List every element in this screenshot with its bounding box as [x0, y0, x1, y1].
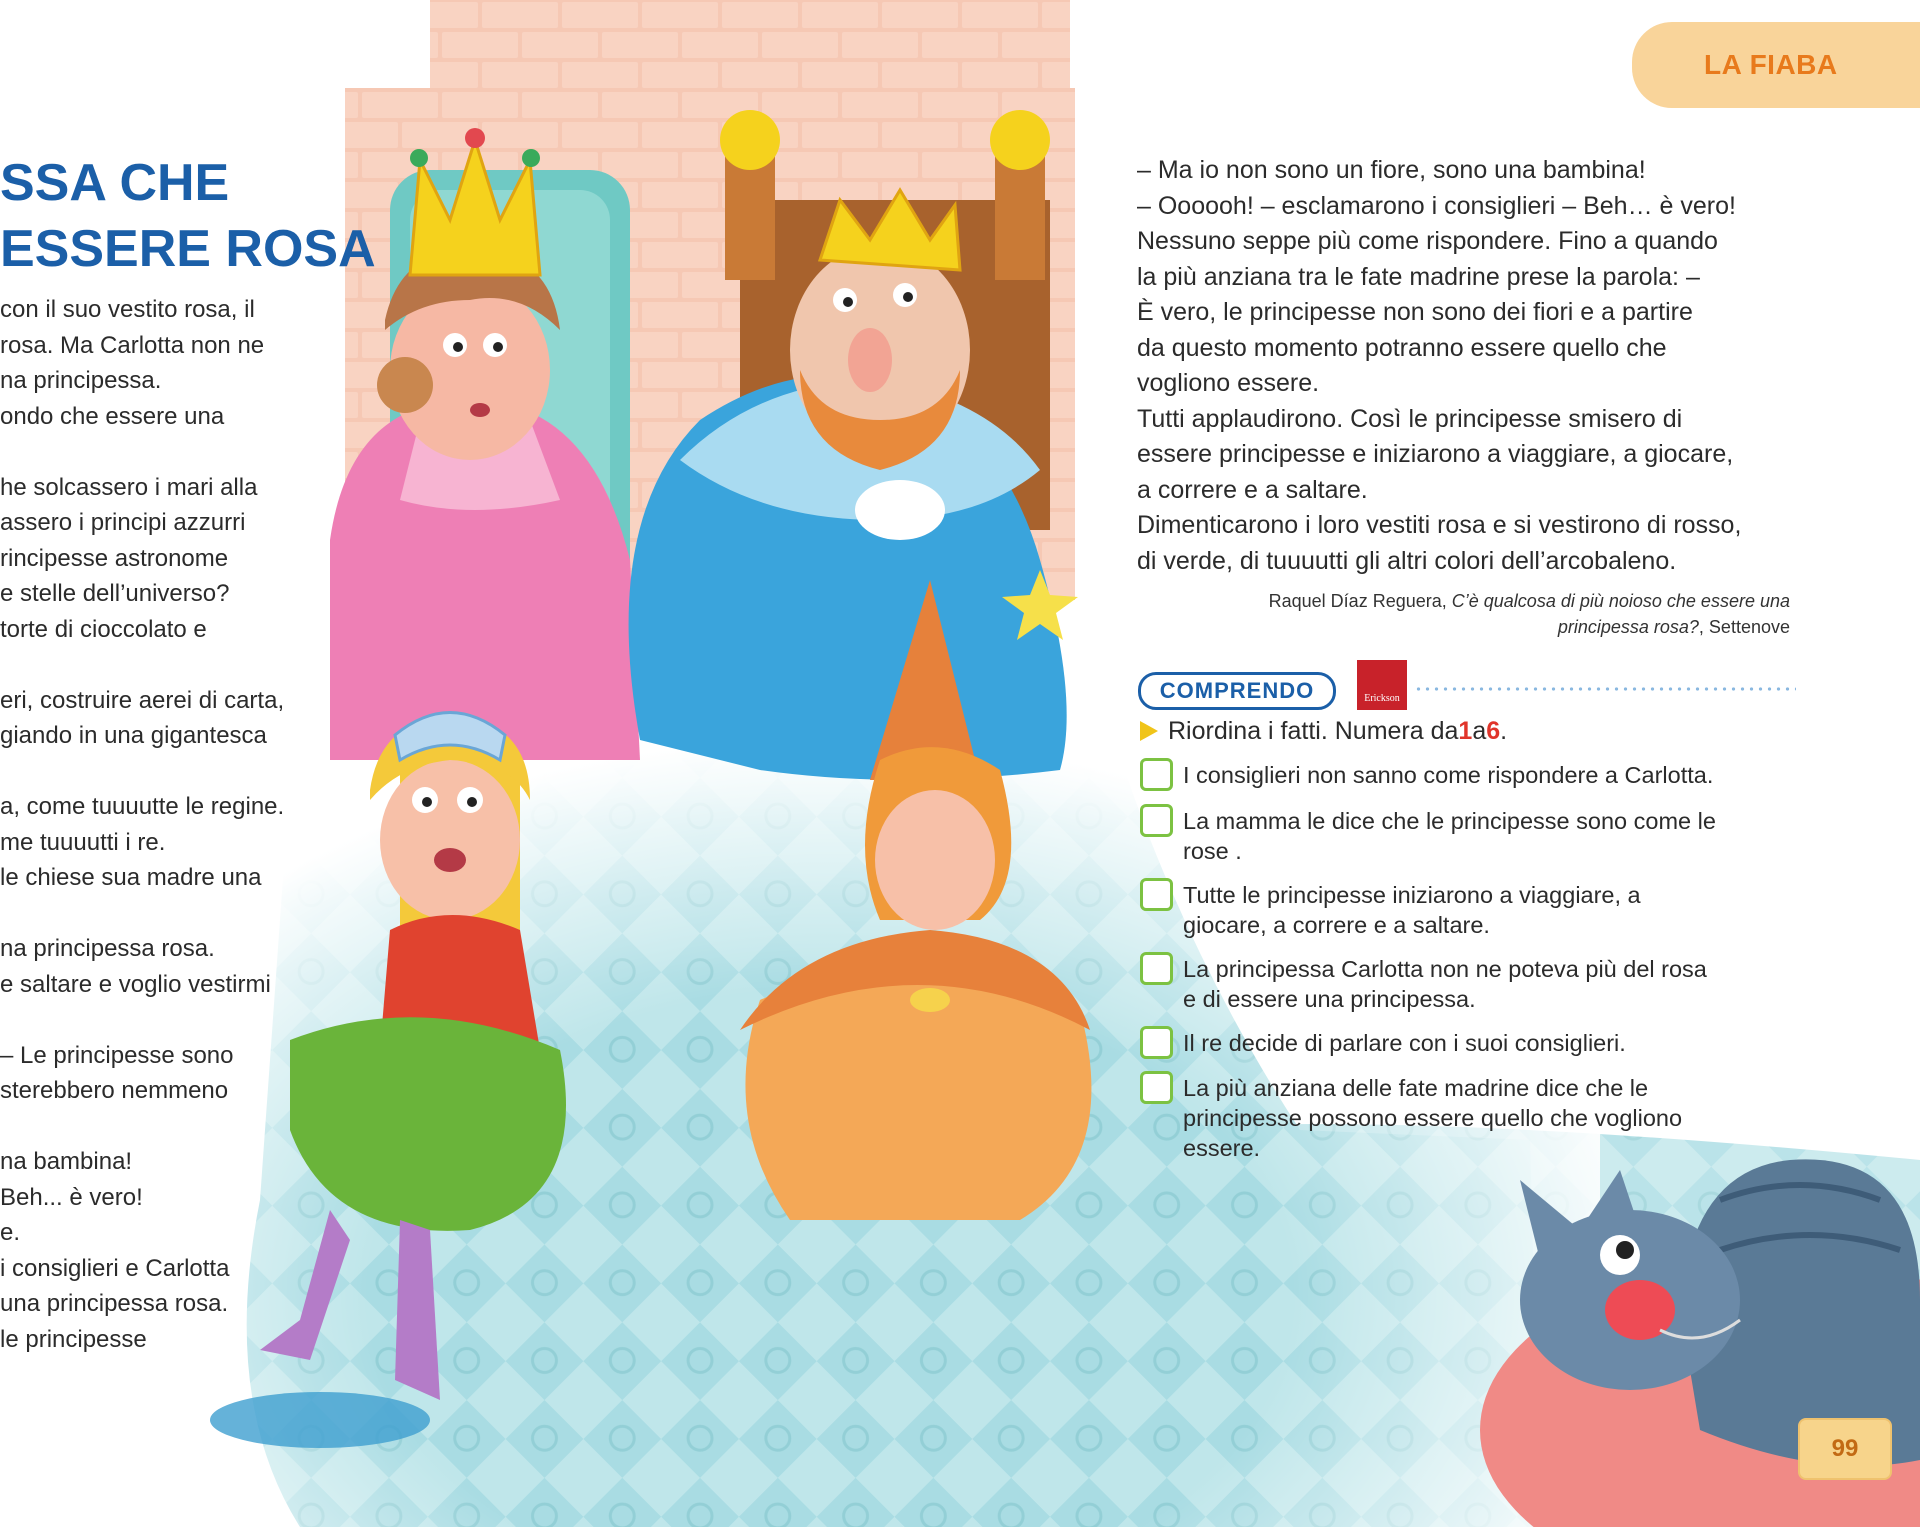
- left-line: eri, costruire aerei di carta,: [0, 686, 285, 714]
- comprendo-badge: [1138, 672, 1336, 710]
- citation: [1120, 588, 1790, 640]
- right-line: di verde, di tuuuutti gli altri colori dell’arcobaleno.: [1137, 546, 1677, 575]
- exercise-item: [1140, 804, 1800, 866]
- left-line: torte di cioccolato e: [0, 615, 207, 643]
- citation-publisher: , Settenove: [1698, 617, 1790, 637]
- left-line: [0, 754, 340, 790]
- left-line: con il suo vestito rosa, il: [0, 296, 255, 323]
- left-line: na bambina!: [0, 1148, 133, 1175]
- left-story-column: [0, 292, 340, 1357]
- citation-book-line-1: C’è qualcosa di più noioso che essere una: [1451, 591, 1790, 611]
- left-line: e saltare e voglio vestirmi: [0, 970, 271, 998]
- left-line: he solcassero i mari alla: [0, 473, 258, 501]
- story-title: [0, 150, 376, 282]
- left-line: na principessa.: [0, 367, 162, 394]
- right-story-column: [1137, 153, 1817, 579]
- citation-author: Raquel Díaz Reguera,: [1268, 591, 1447, 611]
- number-input-box[interactable]: [1140, 758, 1173, 791]
- left-line: le principesse: [0, 1325, 147, 1353]
- item-text: Tutte le principesse iniziarono a viaggiare, a giocare, a correre e a saltare.: [1183, 882, 1641, 938]
- right-line: Nessuno seppe più come rispondere. Fino a quando: [1137, 227, 1718, 255]
- left-line: rosa. Ma Carlotta non ne: [0, 331, 265, 359]
- left-line: giando in una gigantesca: [0, 722, 267, 749]
- left-line: rincipesse astronome: [0, 544, 229, 572]
- left-line: Beh... è vero!: [0, 1183, 143, 1211]
- number-input-box[interactable]: [1140, 952, 1173, 985]
- item-text: La più anziana delle fate madrine dice che le principesse possono essere quello che vogliono essere.: [1183, 1075, 1683, 1161]
- right-line: vogliono essere.: [1137, 369, 1320, 397]
- left-line: ondo che essere una: [0, 402, 225, 430]
- left-line: e stelle dell’universo?: [0, 580, 230, 607]
- right-line: – Oooooh! – esclamarono i consiglieri – Beh… è vero!: [1137, 191, 1736, 220]
- right-line: a correre e a saltare.: [1137, 475, 1368, 504]
- number-input-box[interactable]: [1140, 878, 1173, 911]
- title-line-1: SSA CHE: [0, 154, 230, 212]
- right-line: – Ma io non sono un fiore, sono una bambina!: [1137, 156, 1646, 184]
- left-line: [0, 1109, 340, 1145]
- left-line: le chiese sua madre una: [0, 864, 262, 891]
- exercise-item: [1140, 878, 1800, 940]
- right-line: Dimenticarono i loro vestiti rosa e si vestirono di rosso,: [1137, 511, 1742, 539]
- left-line: assero i principi azzurri: [0, 509, 246, 536]
- section-label: LA FIABA: [1704, 49, 1838, 80]
- right-line: da questo momento potranno essere quello che: [1137, 333, 1667, 362]
- citation-book-line-2: principessa rosa?: [1557, 617, 1699, 637]
- left-line: [0, 434, 340, 470]
- page-number: 99: [1831, 1435, 1859, 1462]
- left-line: – Le principesse sono: [0, 1041, 234, 1069]
- exercise-item: [1140, 1071, 1800, 1163]
- number-to: 6: [1486, 717, 1501, 745]
- item-text: La mamma le dice che le principesse sono come le rose .: [1183, 808, 1716, 864]
- number-from: 1: [1458, 717, 1473, 745]
- arrow-icon: [1140, 721, 1158, 741]
- left-line: e.: [0, 1219, 21, 1246]
- left-line: a, come tuuuutte le regine.: [0, 793, 285, 820]
- right-line: Tutti applaudirono. Così le principesse smisero di: [1137, 404, 1683, 433]
- left-line: [0, 647, 340, 683]
- exercise-instruction: Riordina i fatti. Numera da 1 a 6 .: [1140, 714, 1507, 748]
- left-line: [0, 896, 340, 932]
- exercise-item: [1140, 952, 1800, 1014]
- exercise-item: [1140, 1026, 1800, 1059]
- page-number-badge: [1798, 1418, 1892, 1480]
- comprendo-label: COMPRENDO: [1159, 678, 1315, 703]
- left-line: [0, 1002, 340, 1038]
- left-line: sterebbero nemmeno: [0, 1077, 229, 1104]
- exercise-item: [1140, 758, 1800, 791]
- number-input-box[interactable]: [1140, 1026, 1173, 1059]
- left-line: me tuuuutti i re.: [0, 828, 166, 856]
- dotted-divider: [1414, 687, 1796, 691]
- left-line: una principessa rosa.: [0, 1290, 229, 1317]
- right-line: la più anziana tra le fate madrine prese la parola: –: [1137, 262, 1700, 291]
- number-input-box[interactable]: [1140, 1071, 1173, 1104]
- right-line: essere principesse e iniziarono a viaggiare, a giocare,: [1137, 440, 1734, 468]
- erickson-logo: Erickson: [1357, 660, 1407, 710]
- item-text: Il re decide di parlare con i suoi consiglieri.: [1183, 1030, 1626, 1056]
- section-tab: [1632, 22, 1920, 108]
- title-line-2: ESSERE ROSA: [0, 220, 376, 278]
- item-text: La principessa Carlotta non ne poteva più del rosa e di essere una principessa.: [1183, 956, 1707, 1012]
- right-line: È vero, le principesse non sono dei fiori e a partire: [1137, 298, 1693, 326]
- left-line: i consiglieri e Carlotta: [0, 1254, 230, 1282]
- item-text: I consiglieri non sanno come rispondere a Carlotta.: [1183, 762, 1714, 788]
- left-line: na principessa rosa.: [0, 935, 215, 962]
- number-input-box[interactable]: [1140, 804, 1173, 837]
